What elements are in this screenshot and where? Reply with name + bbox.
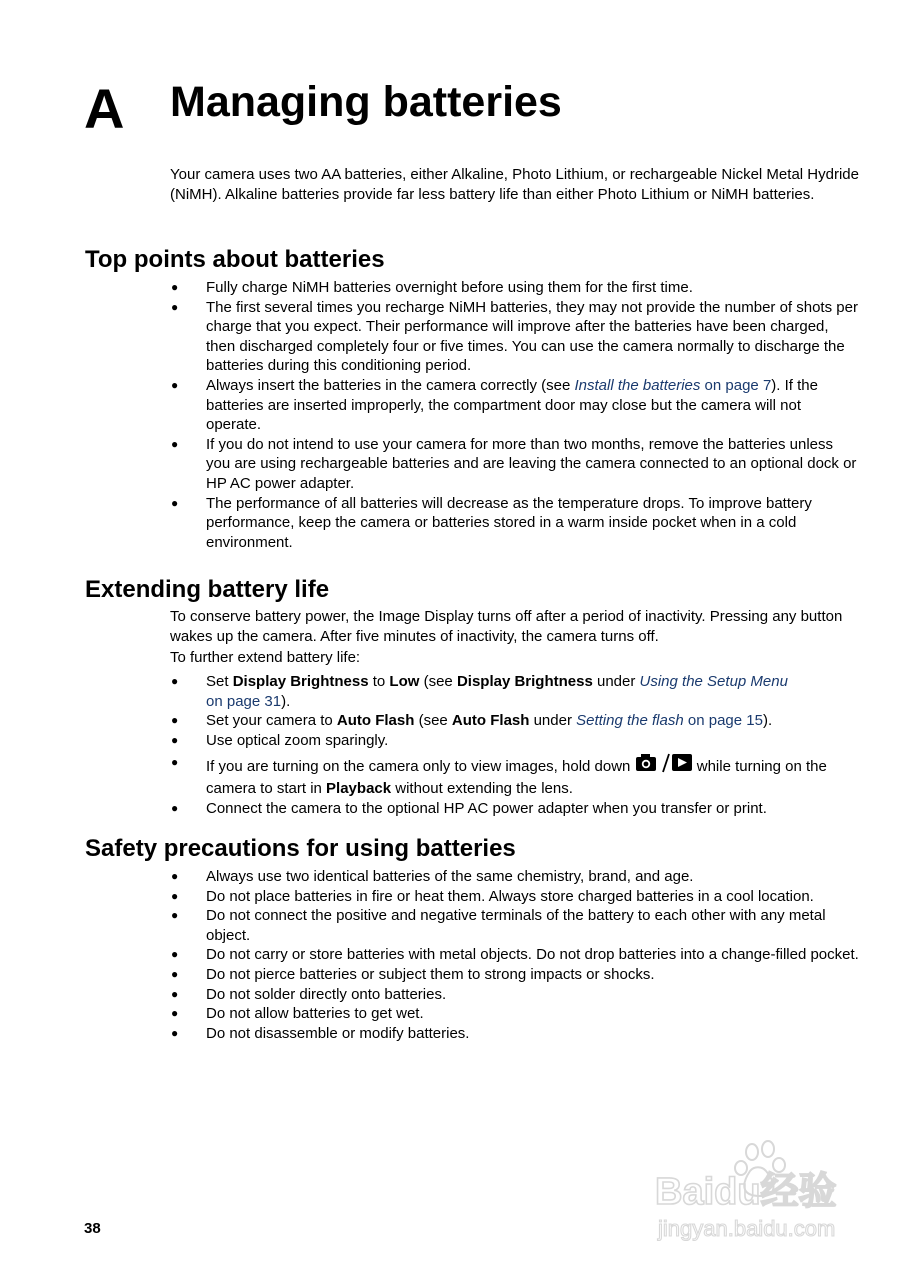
list-item: ● Always use two identical batteries of the same chemistry, brand, and age.: [171, 868, 694, 885]
list-item: ● The first several times you recharge NiMH batteries, they may not provide the number of shots per charge that you expect. Their performance will improve after the batteries have been charged, then discharged completely four or five times. You can use the camera normally to discharge the batteries during this conditioning period.: [171, 298, 858, 375]
list-item: ● The performance of all batteries will decrease as the temperature drops. To improve battery performance, keep the camera or batteries stored in a warm inside pocket when in a cold environment.: [171, 494, 812, 551]
bullet-icon: ●: [171, 986, 179, 1001]
page-number: 38: [84, 1220, 101, 1237]
list-item: ● Connect the camera to the optional HP AC power adapter when you transfer or print.: [171, 799, 767, 817]
list-item: ● Set your camera to Auto Flash (see Auto Flash under Setting the flash on page 15).: [171, 712, 773, 730]
safety-list: [170, 867, 860, 1043]
bullet-icon: ●: [171, 732, 179, 747]
extending-lead: To further extend battery life:: [170, 649, 361, 666]
list-item: ● If you are turning on the camera only to view images, hold down while turning on the camera to start in Playback without extending the lens.: [171, 755, 827, 797]
bullet-icon: ●: [171, 1006, 179, 1021]
bullet-icon: ●: [171, 495, 179, 510]
bullet-icon: ●: [171, 908, 179, 923]
list-item: ● Do not carry or store batteries with metal objects. Do not drop batteries into a change-filled pocket.: [171, 946, 859, 964]
camera-icon: [635, 753, 693, 773]
bullet-icon: ●: [171, 755, 179, 770]
extending-list: [170, 672, 860, 818]
bullet-icon: ●: [171, 869, 179, 883]
chapter-letter: A: [84, 77, 125, 140]
top-points-list: [170, 278, 860, 552]
watermark-url: jingyan.baidu.com: [658, 1216, 836, 1241]
list-item: ● Use optical zoom sparingly.: [171, 731, 389, 749]
list-item: ● If you do not intend to use your camera for more than two months, remove the batteries unless you are using rechargeable batteries and are leaving the camera connected to an optional dock or HP AC power adapter.: [171, 435, 857, 492]
extending-paragraph: To conserve battery power, the Image Display turns off after a period of inactivity. Pressing any button wakes up the camera. After five minutes of inactivity, the camera turns off.: [170, 608, 843, 645]
list-item: ● Fully charge NiMH batteries overnight before using them for the first time.: [171, 279, 693, 296]
bullet-icon: ●: [171, 436, 179, 451]
page-title: Managing batteries: [170, 78, 562, 126]
intro-paragraph: Your camera uses two AA batteries, either Alkaline, Photo Lithium, or rechargeable Nickel Metal Hydride (NiMH). Alkaline batteries provide far less battery life than either Photo Lithium or NiMH batteries.: [170, 166, 859, 203]
section-heading-extending: Extending battery life: [85, 576, 330, 603]
list-item: ● Do not allow batteries to get wet.: [171, 1005, 424, 1023]
bullet-icon: ●: [171, 280, 179, 294]
section-heading-top-points: Top points about batteries: [85, 246, 385, 273]
bullet-icon: ●: [171, 966, 179, 981]
list-item: ● Set Display Brightness to Low (see Display Brightness under Using the Setup Menu on page 31).: [171, 673, 788, 710]
list-item: ● Do not solder directly onto batteries.: [171, 985, 447, 1003]
list-item: ● Do not pierce batteries or subject them to strong impacts or shocks.: [171, 965, 655, 983]
watermark-brand: Baidu经验: [655, 1171, 837, 1213]
list-item: ● Do not connect the positive and negative terminals of the battery to each other with any metal object.: [171, 907, 826, 944]
bullet-icon: ●: [171, 299, 179, 314]
camera-playback-icons: [635, 753, 693, 779]
baidu-watermark-logo: [650, 1138, 880, 1248]
list-item: ● Always insert the batteries in the camera correctly (see Install the batteries on page 7). If the batteries are inserted improperly, the compartment door may close but the camera will not operate.: [171, 376, 818, 434]
section-heading-safety: Safety precautions for using batteries: [85, 835, 516, 862]
setup-menu-link[interactable]: Using the Setup Menu on page 31: [206, 673, 788, 710]
bullet-icon: ●: [171, 888, 179, 903]
bullet-icon: ●: [171, 713, 179, 728]
bullet-icon: ●: [171, 1025, 179, 1040]
bullet-icon: ●: [171, 947, 179, 962]
bullet-icon: ●: [171, 377, 179, 392]
bullet-icon: ●: [171, 800, 179, 815]
bullet-icon: ●: [171, 674, 179, 688]
setting-flash-link[interactable]: Setting the flash on page 15: [576, 712, 763, 730]
list-item: ● Do not disassemble or modify batteries.: [171, 1024, 470, 1042]
list-item: ● Do not place batteries in fire or heat them. Always store charged batteries in a cool location.: [171, 887, 814, 905]
install-batteries-link[interactable]: Install the batteries on page 7: [574, 376, 772, 394]
